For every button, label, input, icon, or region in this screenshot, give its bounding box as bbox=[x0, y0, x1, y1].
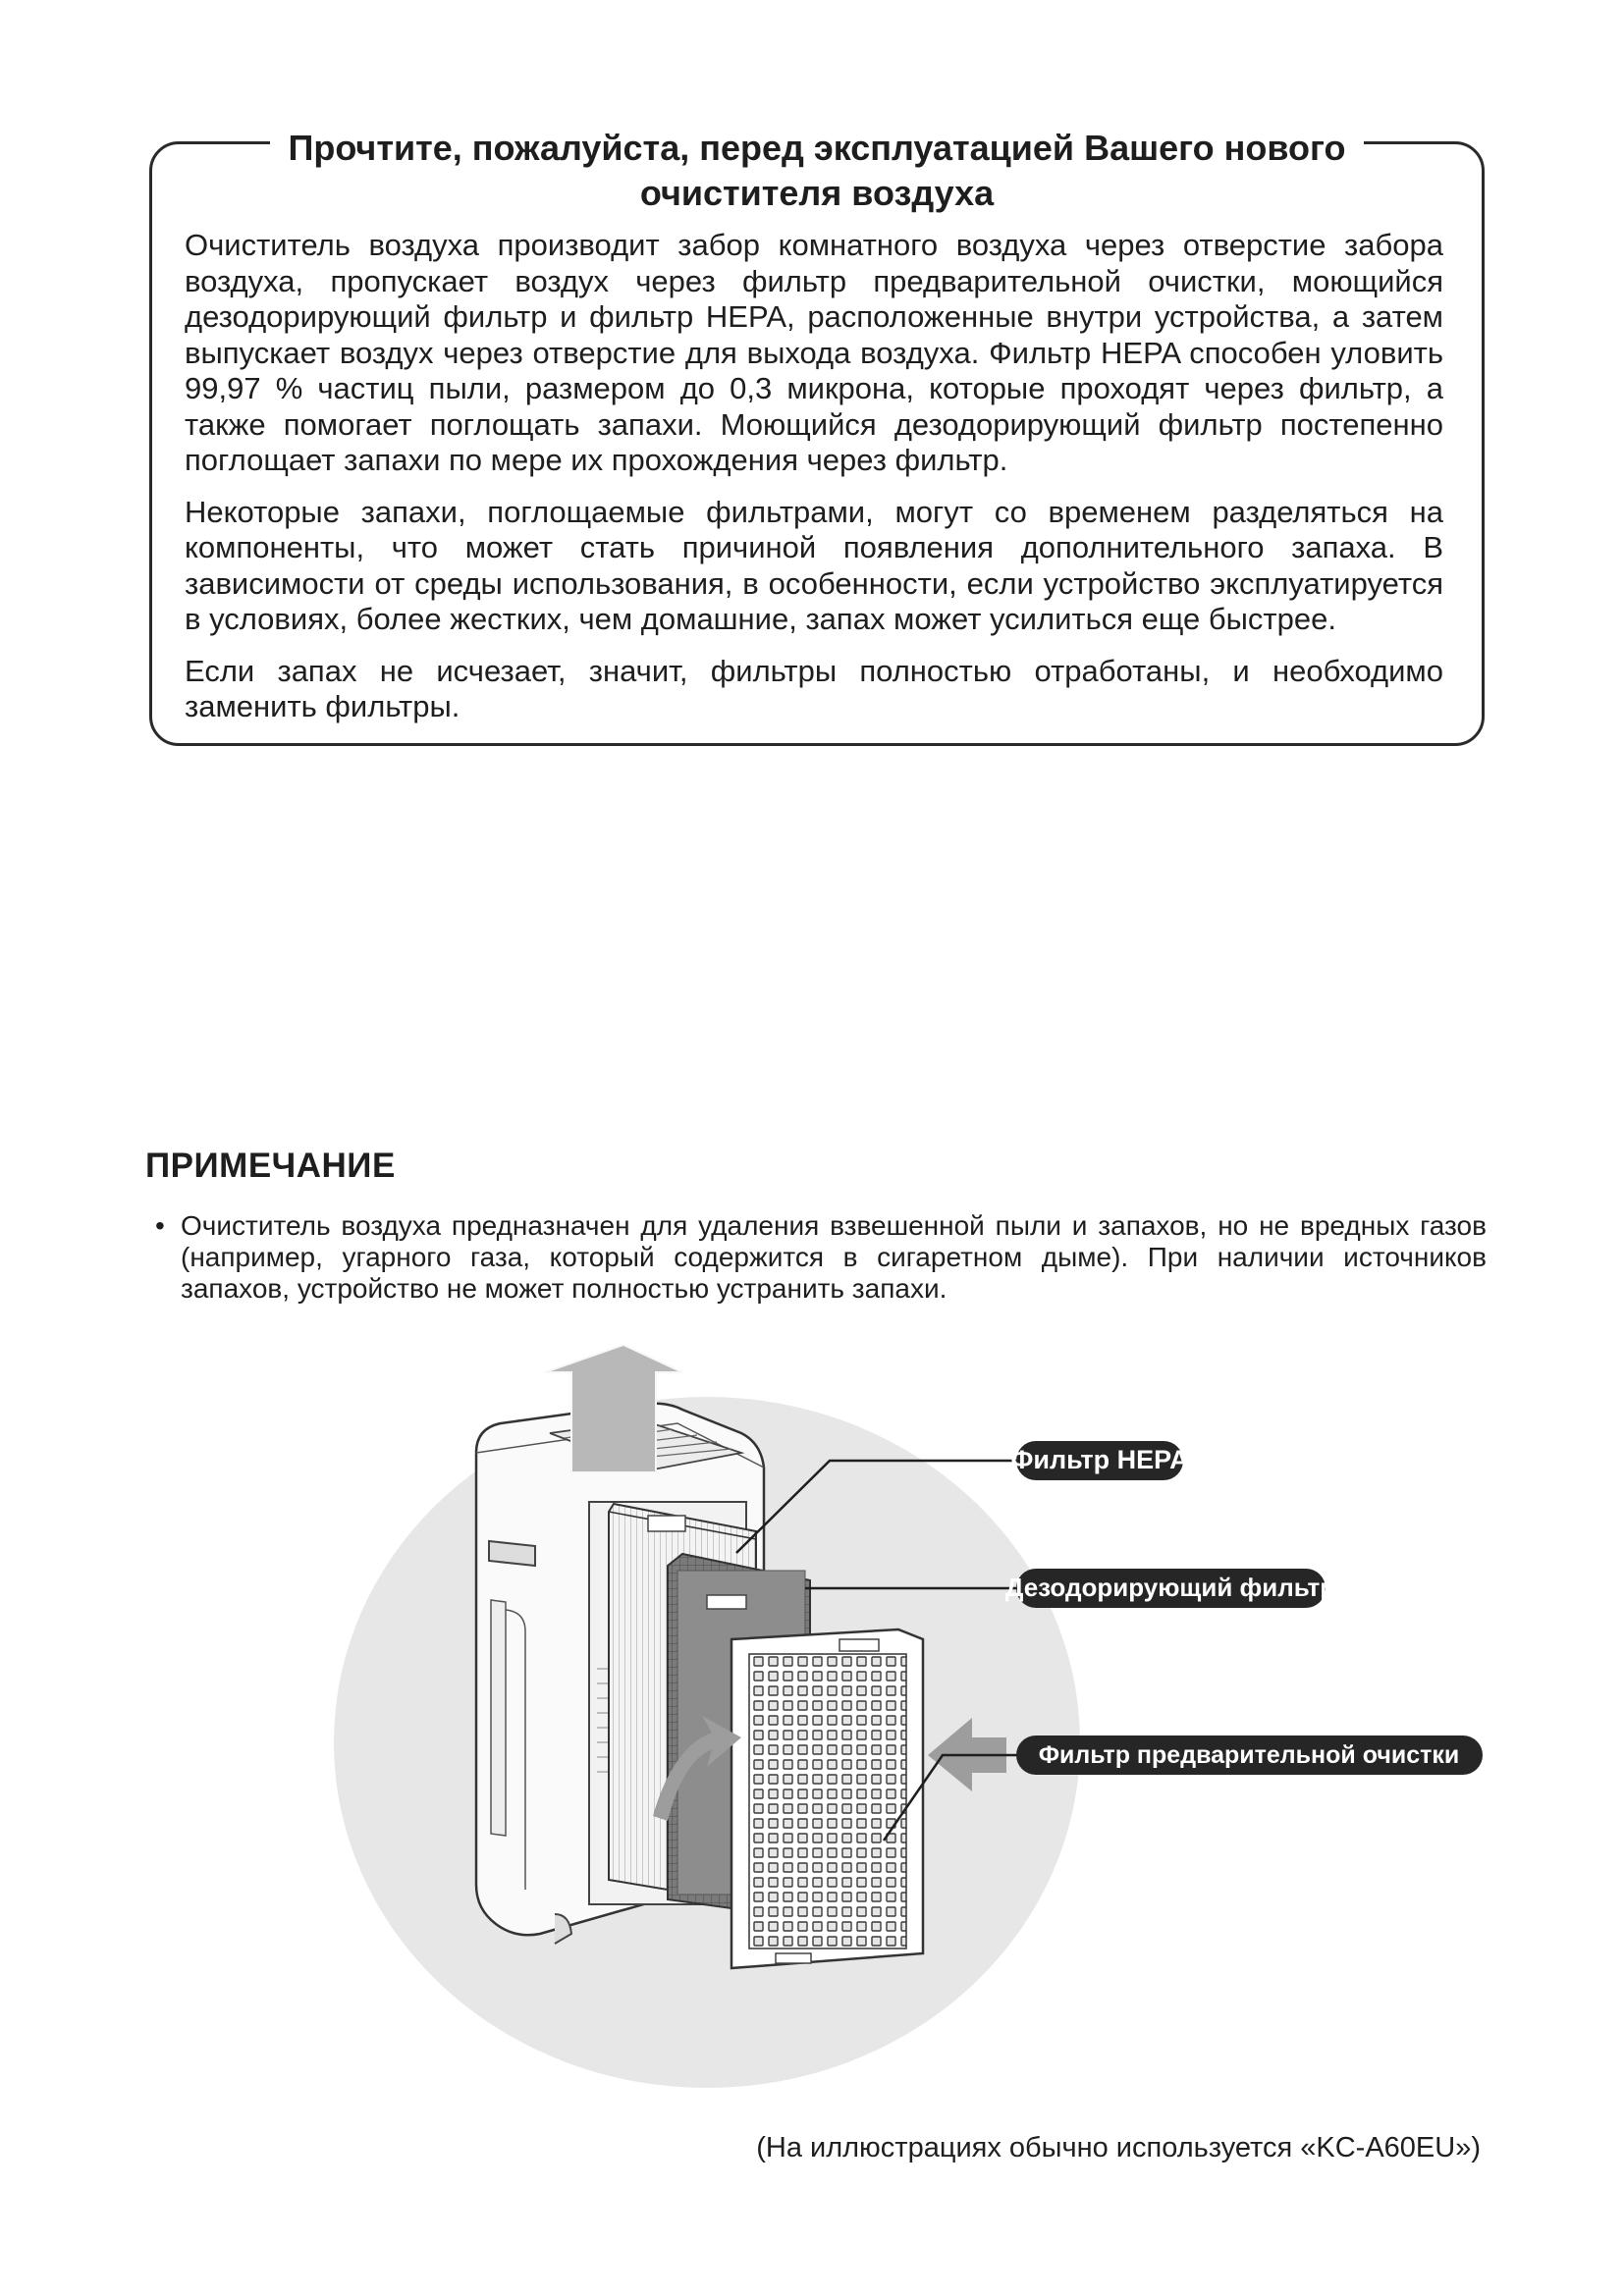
bullet-icon: • bbox=[155, 1210, 165, 1241]
intro-paragraph: Некоторые запахи, поглощаемые фильтрами, могут со временем разделяться на компоненты, что может стать причиной появления дополнительного запаха. В зависимости от среды использования, в особенности, если устройство эксплуатируется в условиях, более жестких, чем домашние, запах может усилиться еще быстрее. bbox=[185, 494, 1443, 636]
prefilter-label bbox=[1016, 1735, 1483, 1775]
intro-body bbox=[185, 228, 1443, 741]
hepa-label bbox=[1010, 1441, 1188, 1480]
air-purifier-illustration bbox=[295, 1345, 1522, 2110]
note-item-text: Очиститель воздуха предназначен для удаления взвешенной пыли и запахов, но не вредных газов (например, угарного газа, который содержится в сигаретном дыме). При наличии источников запахов, устройство не может полностью устранить запахи. bbox=[181, 1210, 1487, 1304]
prefilter-label-text: Фильтр предварительной очистки bbox=[1038, 1741, 1460, 1769]
prefilter-icon bbox=[731, 1629, 923, 1968]
intro-title-line2: очистителя воздуха bbox=[623, 173, 1011, 213]
illustration-caption: (На иллюстрациях обычно используется «KC-A60EU») bbox=[756, 2132, 1481, 2163]
note-list bbox=[155, 1210, 1487, 1305]
intro-title bbox=[208, 126, 1426, 216]
hepa-label-text: Фильтр HEPA bbox=[1010, 1445, 1189, 1474]
deodorizing-label-text: Дезодорирующий фильтр bbox=[1004, 1573, 1336, 1602]
intro-paragraph: Очиститель воздуха производит забор комнатного воздуха через отверстие забора воздуха, пропускает воздух через фильтр предварительной очистки, моющийся дезодорирующий фильтр и фильтр HEPA, расположенные внутри устройства, а затем выпускает воздух через отверстие для выхода воздуха. Фильтр HEPA способен уловить 99,97 % частиц пыли, размером до 0,3 микрона, которые проходят через фильтр, а также помогает поглощать запахи. Моющийся дезодорирующий фильтр постепенно поглощает запахи по мере их прохождения через фильтр. bbox=[185, 228, 1443, 477]
note-item bbox=[155, 1210, 1487, 1305]
intro-paragraph: Если запах не исчезает, значит, фильтры полностью отработаны, и необходимо заменить фильтры. bbox=[185, 653, 1443, 723]
note-heading: ПРИМЕЧАНИЕ bbox=[145, 1147, 396, 1185]
intro-title-line1: Прочтите, пожалуйста, перед эксплуатацией Вашего нового bbox=[270, 128, 1363, 168]
deodorizing-label bbox=[1005, 1569, 1335, 1608]
